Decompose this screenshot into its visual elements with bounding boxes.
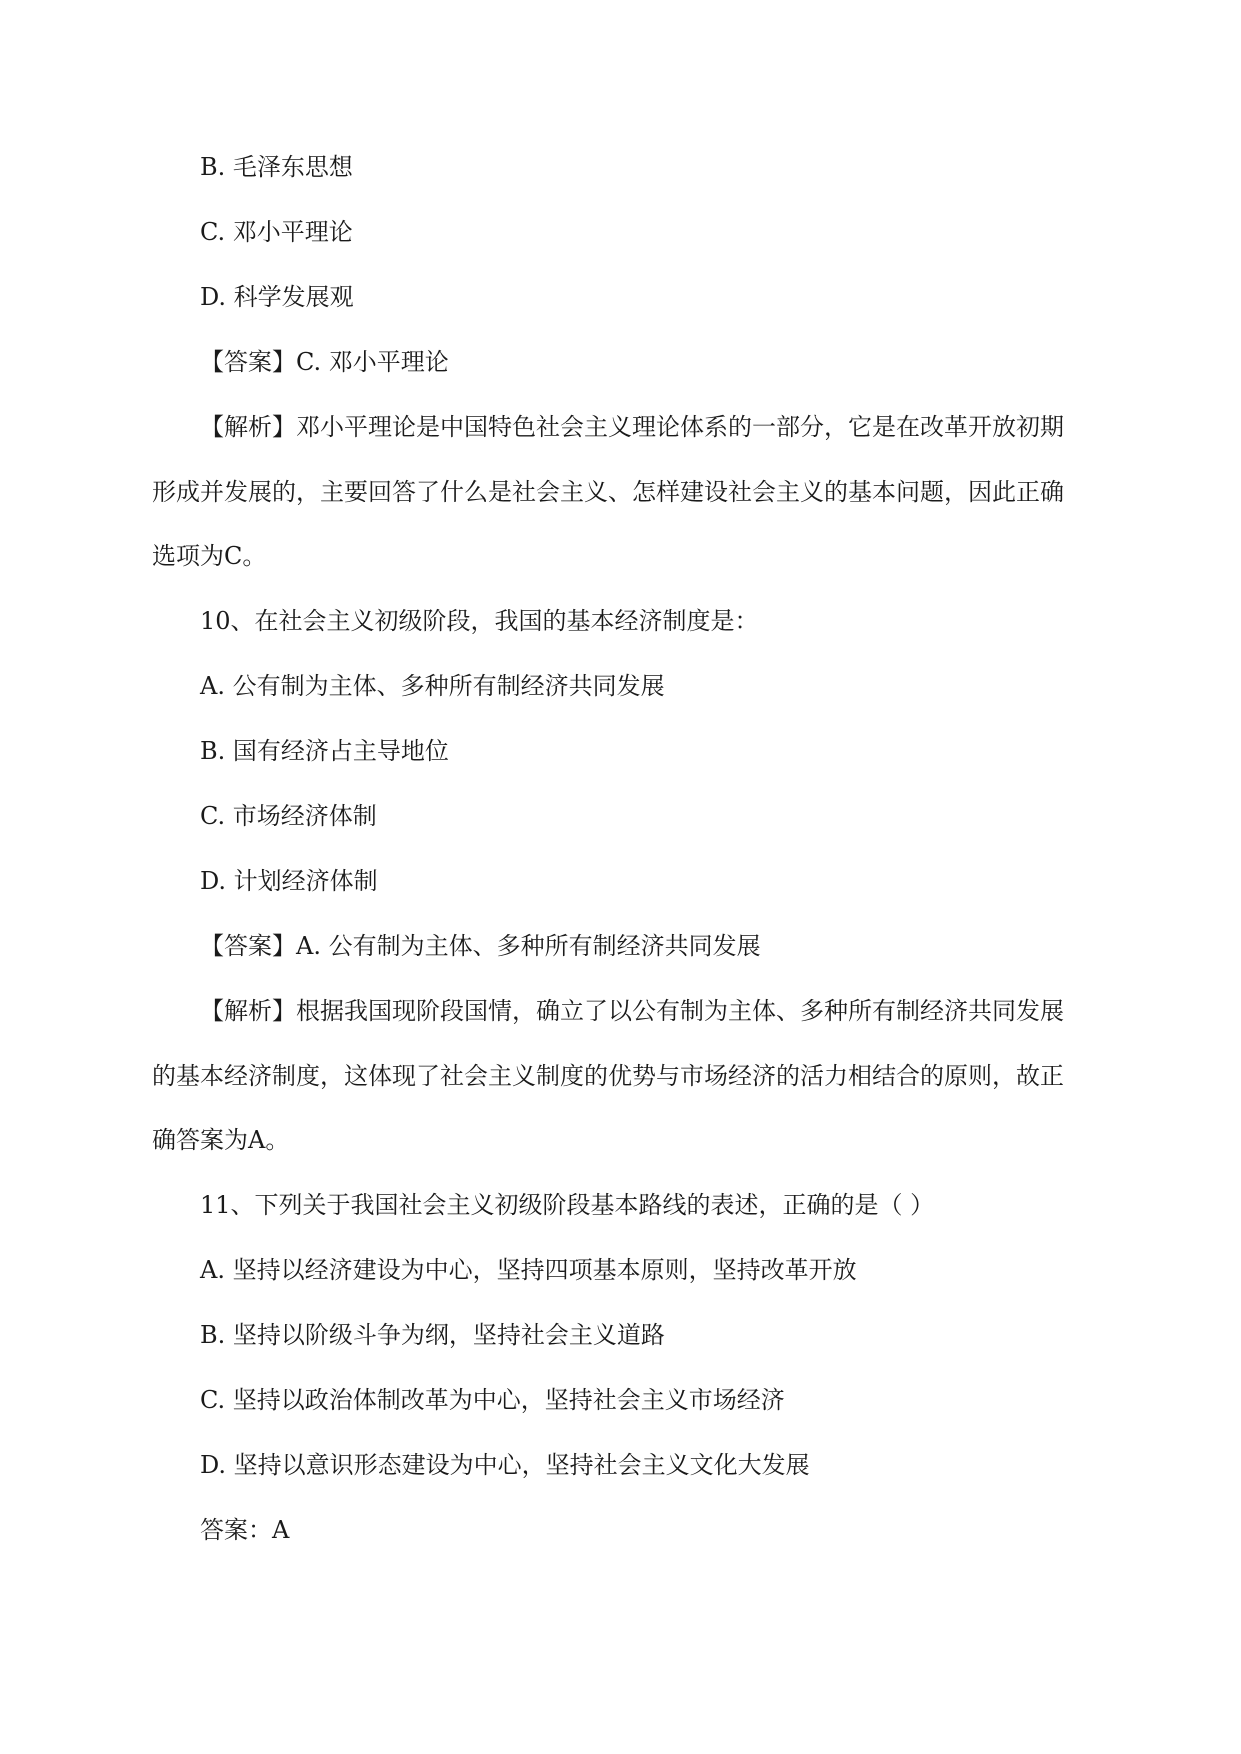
q10-question: 10、在社会主义初级阶段，我国的基本经济制度是：	[200, 607, 759, 635]
q10-option-c: C. 市场经济体制	[200, 802, 377, 830]
q10-analysis-line-1	[200, 996, 1064, 1026]
q9-analysis-line-1	[200, 412, 1064, 442]
q9-option-d: D. 科学发展观	[200, 283, 354, 311]
answer-text: C. 邓小平理论	[296, 348, 449, 376]
answer-label: 【答案】	[200, 348, 296, 376]
q11-question: 11、下列关于我国社会主义初级阶段基本路线的表述，正确的是（ ）	[200, 1191, 935, 1219]
q11-option-d: D. 坚持以意识形态建设为中心，坚持社会主义文化大发展	[200, 1451, 810, 1479]
q11-answer: 答案：A	[200, 1516, 290, 1544]
answer-label: 【答案】	[200, 932, 296, 960]
analysis-label: 【解析】	[200, 997, 296, 1025]
answer-text: A. 公有制为主体、多种所有制经济共同发展	[296, 932, 761, 960]
q11-option-c: C. 坚持以政治体制改革为中心，坚持社会主义市场经济	[200, 1386, 785, 1414]
q10-option-d: D. 计划经济体制	[200, 867, 378, 895]
q10-answer	[200, 931, 761, 961]
q10-analysis-line-3: 确答案为A。	[152, 1126, 290, 1154]
q9-analysis-line-2: 形成并发展的，主要回答了什么是社会主义、怎样建设社会主义的基本问题，因此正确	[152, 478, 1064, 506]
q9-answer	[200, 347, 449, 377]
q10-option-a: A. 公有制为主体、多种所有制经济共同发展	[200, 672, 665, 700]
analysis-label: 【解析】	[200, 413, 296, 441]
q9-option-c: C. 邓小平理论	[200, 218, 353, 246]
q11-option-b: B. 坚持以阶级斗争为纲，坚持社会主义道路	[200, 1321, 665, 1349]
q11-option-a: A. 坚持以经济建设为中心，坚持四项基本原则，坚持改革开放	[200, 1256, 857, 1284]
q10-option-b: B. 国有经济占主导地位	[200, 737, 449, 765]
q10-analysis-line-2: 的基本经济制度，这体现了社会主义制度的优势与市场经济的活力相结合的原则，故正	[152, 1062, 1064, 1090]
analysis-text: 邓小平理论是中国特色社会主义理论体系的一部分，它是在改革开放初期	[296, 413, 1064, 441]
q9-option-b: B. 毛泽东思想	[200, 153, 353, 181]
analysis-text: 根据我国现阶段国情，确立了以公有制为主体、多种所有制经济共同发展	[296, 997, 1064, 1025]
q9-analysis-line-3: 选项为C。	[152, 542, 267, 570]
